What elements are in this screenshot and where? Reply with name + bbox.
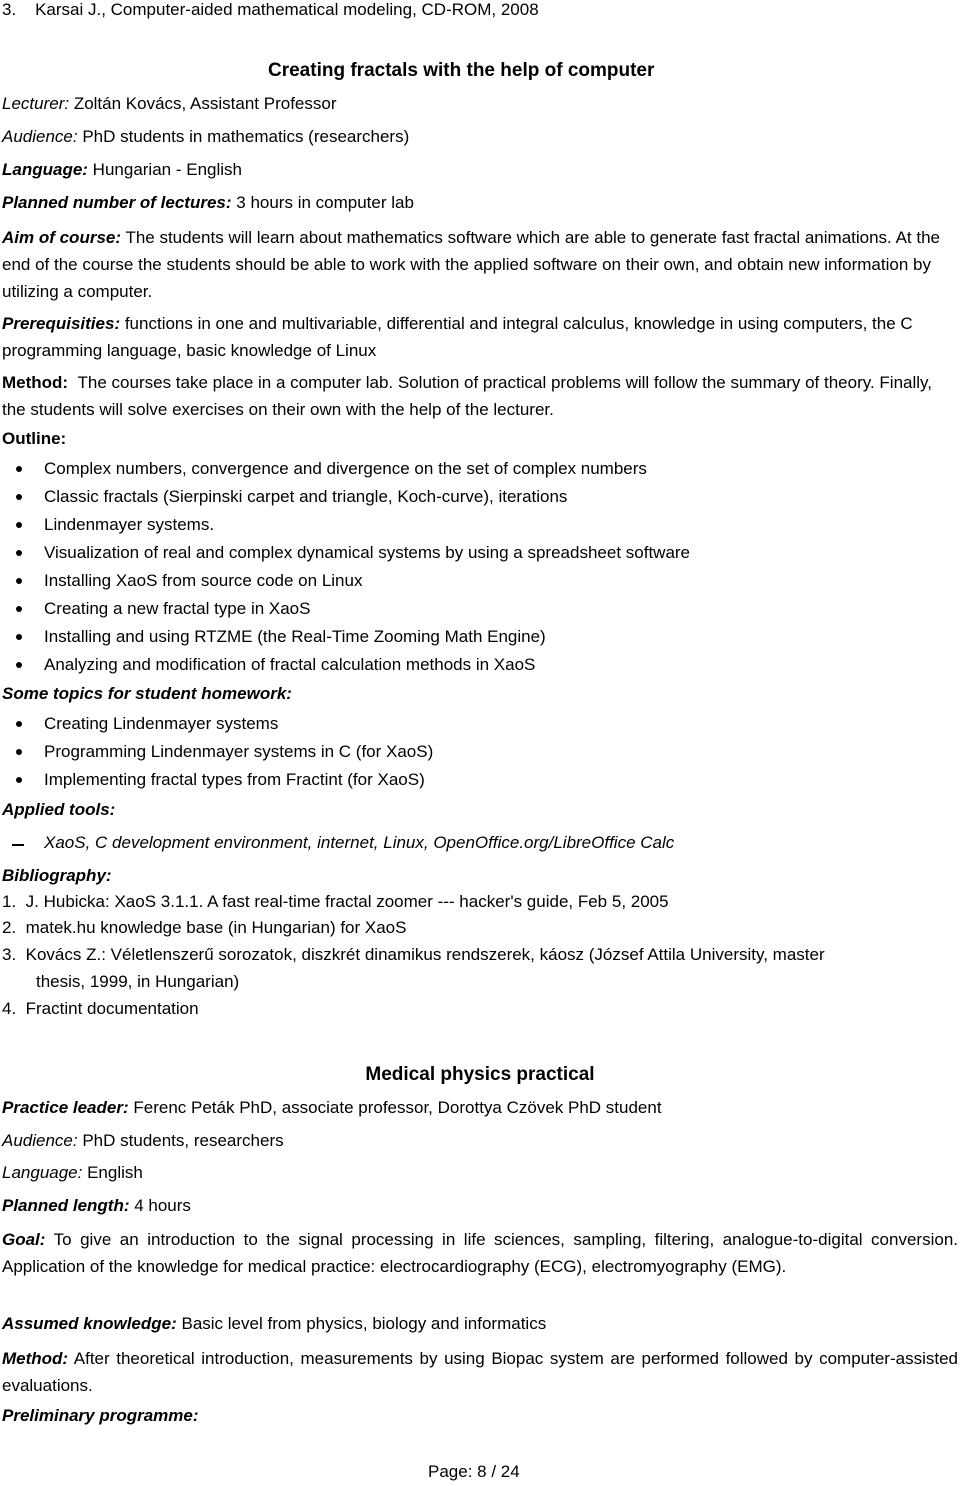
list-item: Creating a new fractal type in XaoS (0, 595, 960, 623)
goal-label: Goal: (2, 1230, 46, 1249)
practice-leader-line (2, 1098, 662, 1118)
practice-leader-value: Ferenc Peták PhD, associate professor, Dorottya Czövek PhD student (128, 1098, 662, 1117)
planned-length-label: Planned length: (2, 1196, 130, 1215)
prerequisites-text: functions in one and multivariable, differential and integral calculus, knowledge in using computers, the C programming language, basic knowledge of Linux (2, 314, 913, 360)
tools-text: XaoS, C development environment, internet, Linux, OpenOffice.org/LibreOffice Calc (44, 833, 675, 852)
list-item: Analyzing and modification of fractal calculation methods in XaoS (0, 651, 960, 679)
language-label: Language: (2, 1163, 83, 1182)
course-title: Medical physics practical (365, 1064, 595, 1085)
language-value: Hungarian - English (87, 160, 242, 179)
list-item: Programming Lindenmayer systems in C (for XaoS) (0, 738, 960, 766)
list-item: Creating Lindenmayer systems (0, 710, 960, 738)
document-header: 3. Karsai J., Computer-aided mathematical modeling, CD-ROM, 2008 (2, 0, 539, 19)
method-label: Method: (2, 373, 69, 392)
language-value: English (82, 1163, 143, 1182)
planned-lectures-label: Planned number of lectures: (2, 193, 232, 212)
bibliography-heading: Bibliography: (2, 866, 112, 885)
prerequisites-label: Prerequisities: (2, 314, 121, 333)
page-number: Page: 8 / 24 (428, 1462, 520, 1481)
planned-lectures-value: 3 hours in computer lab (231, 193, 414, 212)
bullet-icon (16, 749, 22, 755)
language-label: Language: (2, 160, 88, 179)
method-text: After theoretical introduction, measurements by using Biopac system are performed followed by computer-assisted evaluations. (2, 1349, 958, 1395)
list-item: Visualization of real and complex dynamical systems by using a spreadsheet software (0, 539, 960, 567)
language-line (2, 1163, 143, 1183)
method-paragraph (2, 369, 958, 423)
bullet-icon (16, 550, 22, 556)
bibliography-item: 1. J. Hubicka: XaoS 3.1.1. A fast real-time fractal zoomer --- hacker's guide, Feb 5, 2005 (2, 892, 669, 911)
homework-list (0, 710, 960, 794)
aim-paragraph (2, 224, 958, 305)
audience-line (2, 127, 409, 147)
bullet-icon (16, 466, 22, 472)
tools-line (0, 831, 960, 859)
goal-paragraph (2, 1226, 958, 1280)
bullet-icon (16, 578, 22, 584)
dash-icon (12, 844, 24, 846)
language-line (2, 160, 242, 180)
tools-heading: Applied tools: (2, 800, 116, 819)
list-item: Installing XaoS from source code on Linux (0, 567, 960, 595)
course-title: Creating fractals with the help of computer (268, 60, 655, 81)
lecturer-value: Zoltán Kovács, Assistant Professor (69, 94, 337, 113)
planned-lectures-line (2, 193, 414, 213)
list-item: Lindenmayer systems. (0, 511, 960, 539)
planned-length-line (2, 1196, 191, 1216)
bullet-icon (16, 777, 22, 783)
preliminary-programme-heading: Preliminary programme: (2, 1406, 199, 1425)
bullet-icon (16, 721, 22, 727)
list-item: Installing and using RTZME (the Real-Time Zooming Math Engine) (0, 623, 960, 651)
assumed-knowledge-value: Basic level from physics, biology and informatics (176, 1314, 547, 1333)
bullet-icon (16, 634, 22, 640)
practice-leader-label: Practice leader: (2, 1098, 129, 1117)
method-text: The courses take place in a computer lab. Solution of practical problems will follow the summary of theory. Finally, the students will solve exercises on their own with the help of the lecturer. (2, 373, 933, 419)
list-item: Classic fractals (Sierpinski carpet and triangle, Koch-curve), iterations (0, 483, 960, 511)
aim-text: The students will learn about mathematics software which are able to generate fast fractal animations. At the end of the course the students should be able to work with the applied software on their own, and obtain new information by utilizing a computer. (2, 228, 940, 301)
lecturer-label: Lecturer: (2, 94, 70, 113)
list-item: Implementing fractal types from Fractint (for XaoS) (0, 766, 960, 794)
bibliography-item: 3. Kovács Z.: Véletlenszerű sorozatok, diszkrét dinamikus rendszerek, káosz (József Attila University, master (2, 945, 825, 964)
outline-list (0, 455, 960, 679)
audience-line (2, 1131, 284, 1151)
outline-heading: Outline: (2, 429, 67, 448)
audience-label: Audience: (2, 1131, 78, 1150)
assumed-knowledge-line (2, 1314, 546, 1334)
audience-label: Audience: (2, 127, 78, 146)
method-paragraph (2, 1345, 958, 1399)
planned-length-value: 4 hours (129, 1196, 191, 1215)
bullet-icon (16, 522, 22, 528)
lecturer-line (2, 94, 337, 114)
audience-value: PhD students, researchers (77, 1131, 284, 1150)
bullet-icon (16, 662, 22, 668)
goal-text: To give an introduction to the signal processing in life sciences, sampling, filtering, analogue-to-digital conversion. Application of the knowledge for medical practice: electrocardiography (ECG), electromyography (EMG). (2, 1230, 958, 1276)
method-label: Method: (2, 1349, 69, 1368)
bullet-icon (16, 494, 22, 500)
bibliography-item: 2. matek.hu knowledge base (in Hungarian) for XaoS (2, 918, 407, 937)
aim-label: Aim of course: (2, 228, 122, 247)
homework-heading: Some topics for student homework: (2, 684, 292, 703)
prerequisites-paragraph (2, 310, 958, 364)
bullet-icon (16, 606, 22, 612)
bibliography-item-continuation: thesis, 1999, in Hungarian) (36, 972, 240, 991)
list-item: Complex numbers, convergence and divergence on the set of complex numbers (0, 455, 960, 483)
assumed-knowledge-label: Assumed knowledge: (2, 1314, 177, 1333)
bibliography-item: 4. Fractint documentation (2, 999, 199, 1018)
audience-value: PhD students in mathematics (researchers) (77, 127, 410, 146)
